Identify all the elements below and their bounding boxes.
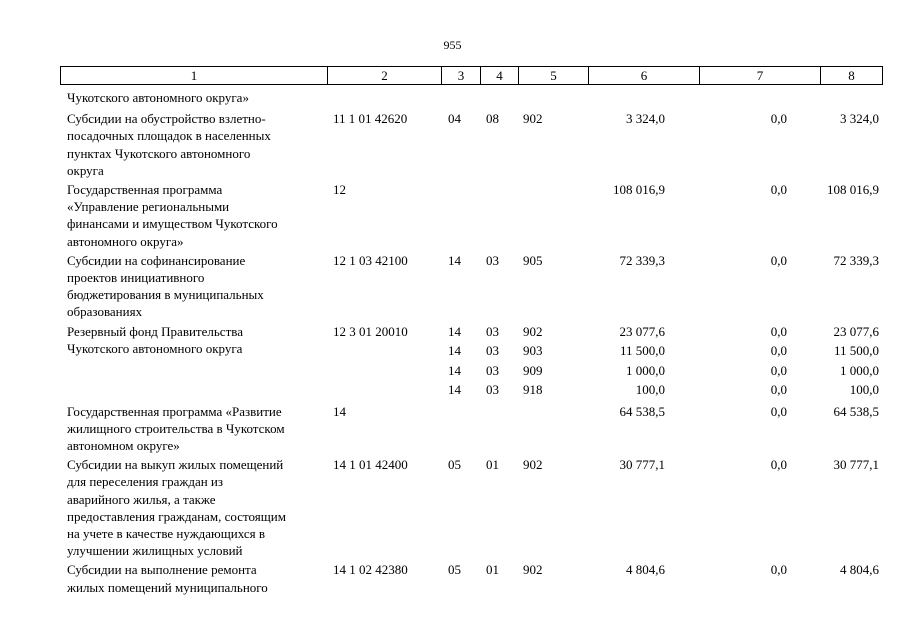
- cell-section: 14: [448, 382, 461, 398]
- name-line: финансами и имуществом Чукотского: [67, 216, 278, 232]
- row-code: 12 3 01 20010: [333, 323, 408, 339]
- cell-ministry-code: 905: [523, 252, 543, 268]
- cell-amount-total: 4 804,6: [626, 562, 665, 578]
- name-line: Субсидии на выполнение ремонта: [67, 562, 257, 578]
- row-code: 14 1 02 42380: [333, 562, 408, 578]
- cell-ministry-code: 902: [523, 562, 543, 578]
- cell-amount-total: 11 500,0: [619, 343, 665, 359]
- cell-ministry-code: 903: [523, 343, 543, 359]
- cell-amount-total: 64 538,5: [619, 403, 665, 419]
- cell-section: 14: [448, 252, 461, 268]
- cell-amount-federal: 0,0: [770, 457, 787, 473]
- cell-amount-regional: 4 804,6: [840, 562, 879, 578]
- cell-amount-regional: 11 500,0: [833, 343, 879, 359]
- page-number: 955: [443, 38, 462, 52]
- cell-section: 14: [448, 362, 461, 378]
- name-line: на учете в качестве нуждающихся в: [67, 526, 266, 541]
- name-line: Чукотского автономного округа»: [67, 90, 249, 105]
- cell-amount-total: 1 000,0: [626, 362, 665, 378]
- name-line: образованиях: [67, 304, 143, 320]
- cell-subsection: 03: [486, 252, 499, 268]
- cell-ministry-code: 902: [523, 457, 543, 473]
- row-code: 14: [333, 403, 346, 419]
- cell-subsection: 03: [486, 323, 499, 339]
- cell-subsection: 08: [486, 111, 499, 127]
- name-line: Государственная программа: [67, 182, 223, 197]
- cell-amount-federal: 0,0: [770, 403, 787, 419]
- cell-amount-regional: 30 777,1: [833, 457, 879, 473]
- cell-section: 14: [448, 323, 461, 339]
- name-line: проектов инициативного: [67, 270, 205, 285]
- row-code: 11 1 01 42620: [333, 111, 408, 127]
- cell-subsection: 03: [486, 343, 499, 359]
- name-line: «Управление региональными: [67, 199, 230, 215]
- cell-amount-total: 72 339,3: [619, 252, 665, 268]
- name-line: автономном округе»: [67, 438, 180, 453]
- name-line: пунктах Чукотского автономного: [67, 145, 251, 161]
- name-line: Чукотского автономного округа: [67, 340, 243, 356]
- table-header: [60, 66, 883, 85]
- name-line: автономного округа»: [67, 233, 184, 249]
- header-col-1: 1: [61, 67, 328, 84]
- header-col-5: 5: [519, 67, 589, 84]
- cell-amount-regional: 72 339,3: [833, 252, 879, 268]
- cell-amount-federal: 0,0: [770, 252, 787, 268]
- cell-amount-regional: 3 324,0: [840, 111, 879, 127]
- header-col-6: 6: [589, 67, 700, 84]
- name-line: Субсидии на обустройство взлетно-: [67, 111, 266, 127]
- cell-subsection: 01: [486, 562, 499, 578]
- row-name: [67, 403, 329, 455]
- row-name: [67, 561, 329, 595]
- row-name: [67, 110, 329, 179]
- name-line: предоставления гражданам, состоящим: [67, 508, 286, 524]
- cell-section: 05: [448, 457, 461, 473]
- header-col-3: 3: [442, 67, 481, 84]
- row-name: [67, 89, 329, 106]
- cell-amount-regional: 108 016,9: [827, 182, 879, 197]
- cell-amount-regional: 100,0: [849, 382, 879, 398]
- header-col-8: 8: [848, 68, 855, 83]
- name-line: жилищного строительства в Чукотском: [67, 420, 285, 436]
- header-col-7: 7: [700, 67, 821, 84]
- header-col-2: 2: [328, 67, 442, 84]
- cell-amount-federal: 0,0: [770, 111, 787, 127]
- name-line: Государственная программа «Развитие: [67, 403, 282, 419]
- name-line: жилых помещений муниципального: [67, 579, 268, 595]
- cell-subsection: 01: [486, 457, 499, 473]
- cell-section: 14: [448, 343, 461, 359]
- cell-amount-federal: 0,0: [770, 362, 787, 378]
- cell-subsection: 03: [486, 382, 499, 398]
- cell-amount-regional: 1 000,0: [840, 362, 879, 378]
- cell-amount-total: 100,0: [635, 382, 665, 398]
- cell-amount-federal: 0,0: [770, 382, 787, 398]
- row-code: 14 1 01 42400: [333, 457, 408, 473]
- row-name: [67, 456, 329, 559]
- cell-amount-total: 108 016,9: [613, 182, 665, 197]
- name-line: улучшении жилищных условий: [67, 543, 243, 559]
- cell-amount-regional: 23 077,6: [833, 323, 879, 339]
- cell-amount-federal: 0,0: [770, 343, 787, 359]
- cell-section: 04: [448, 111, 461, 127]
- name-line: Резервный фонд Правительства: [67, 323, 243, 339]
- cell-ministry-code: 918: [523, 382, 543, 398]
- row-code: 12 1 03 42100: [333, 252, 408, 268]
- row-code: 12: [333, 182, 346, 197]
- row-name: [67, 252, 329, 321]
- name-line: бюджетирования в муниципальных: [67, 287, 264, 303]
- row-name: [67, 323, 329, 357]
- name-line: Субсидии на софинансирование: [67, 252, 246, 268]
- cell-amount-total: 3 324,0: [626, 111, 665, 127]
- cell-amount-federal: 0,0: [770, 323, 787, 339]
- cell-section: 05: [448, 562, 461, 578]
- cell-amount-federal: 0,0: [770, 182, 787, 197]
- cell-ministry-code: 902: [523, 323, 543, 339]
- cell-ministry-code: 909: [523, 362, 543, 378]
- cell-amount-total: 23 077,6: [619, 323, 665, 339]
- name-line: Субсидии на выкуп жилых помещений: [67, 457, 284, 473]
- cell-amount-federal: 0,0: [770, 562, 787, 578]
- name-line: аварийного жилья, а также: [67, 491, 216, 507]
- cell-subsection: 03: [486, 362, 499, 378]
- name-line: посадочных площадок в населенных: [67, 128, 271, 144]
- row-name: [67, 181, 329, 250]
- cell-ministry-code: 902: [523, 111, 543, 127]
- cell-amount-total: 30 777,1: [619, 457, 665, 473]
- cell-amount-regional: 64 538,5: [833, 403, 879, 419]
- header-col-4: 4: [481, 67, 519, 84]
- name-line: для переселения граждан из: [67, 474, 224, 490]
- name-line: округа: [67, 162, 104, 178]
